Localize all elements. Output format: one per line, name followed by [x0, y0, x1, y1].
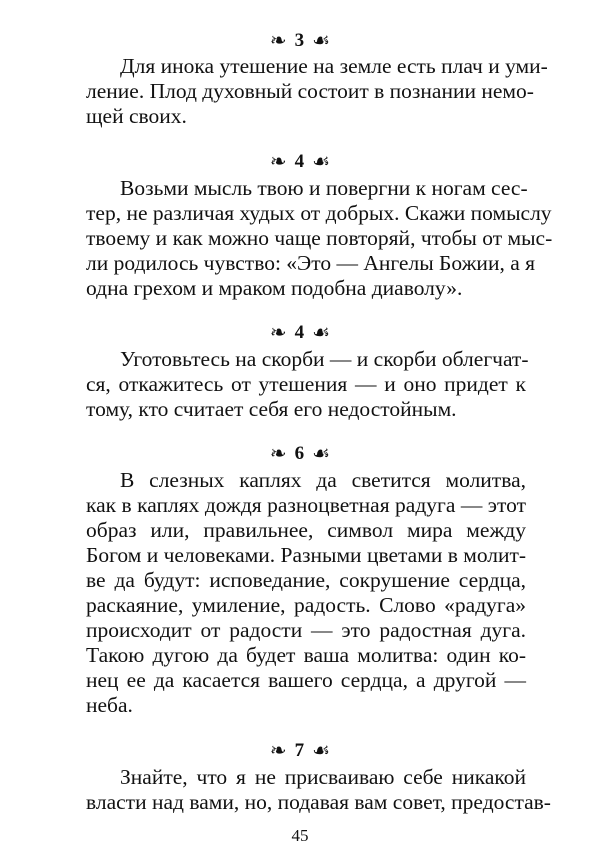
- text-line: раскаяние, умиление, радость. Слово «радуга»: [86, 593, 526, 617]
- ornament-right-icon: ☙: [312, 321, 331, 344]
- section-heading: [0, 321, 600, 343]
- page-number: 45: [291, 826, 309, 845]
- ornament-left-icon: ❧: [269, 29, 287, 52]
- section-heading: [0, 150, 600, 172]
- text-line: ся, откажитесь от утешения — и оно придет к: [86, 372, 526, 396]
- text-line: твоему и как можно чаще повторяй, чтобы от мыс-: [86, 226, 553, 250]
- section-heading: [0, 739, 600, 761]
- text-line: тому, кто считает себя его недостойным.: [86, 397, 457, 421]
- section-number: 6: [294, 442, 305, 464]
- text-line: Такою дугою да будет ваша молитва: один ко-: [86, 643, 526, 667]
- text-line: как в каплях дождя разноцветная радуга — этот: [86, 493, 526, 517]
- text-line: Возьми мысль твою и повергни к ногам сес-: [120, 176, 528, 200]
- ornament-left-icon: ❧: [269, 442, 287, 465]
- text-line: ление. Плод духовный состоит в познании немо-: [86, 79, 534, 103]
- text-line: одна грехом и мраком подобна диаволу».: [86, 276, 463, 300]
- text-line: власти над вами, но, подавая вам совет, предостав-: [86, 790, 551, 814]
- ornament-left-icon: ❧: [269, 150, 287, 173]
- ornament-left-icon: ❧: [269, 739, 287, 762]
- text-line: Богом и человеками. Разными цветами в молит-: [86, 543, 527, 567]
- section-heading: [0, 442, 600, 464]
- section-number: 4: [294, 150, 305, 172]
- text-line: Уготовьтесь на скорби — и скорби облегчат-: [120, 347, 529, 371]
- ornament-right-icon: ☙: [312, 29, 331, 52]
- text-line: Для инока утешение на земле есть плач и уми-: [120, 54, 548, 78]
- text-line: щей своих.: [86, 104, 187, 128]
- section-number: 7: [294, 739, 305, 761]
- text-line: ве да будут: исповедание, сокрушение сердца,: [86, 568, 526, 592]
- text-line: неба.: [86, 693, 133, 717]
- ornament-right-icon: ☙: [312, 150, 331, 173]
- section-number: 4: [294, 321, 305, 343]
- ornament-left-icon: ❧: [269, 321, 287, 344]
- text-line: тер, не различая худых от добрых. Скажи помыслу: [86, 201, 552, 225]
- text-line: происходит от радости — это радостная дуга.: [86, 618, 526, 642]
- text-line: образ или, правильнее, символ мира между: [86, 518, 526, 542]
- text-line: В слезных каплях да светится молитва,: [120, 468, 526, 492]
- text-line: нец ее да касается вашего сердца, а другой —: [86, 668, 526, 692]
- text-line: ли родилось чувство: «Это — Ангелы Божии, а я: [86, 251, 536, 275]
- ornament-right-icon: ☙: [312, 739, 331, 762]
- text-line: Знайте, что я не присваиваю себе никакой: [120, 765, 526, 789]
- section-heading: [0, 29, 600, 51]
- section-number: 3: [294, 29, 305, 51]
- ornament-right-icon: ☙: [312, 442, 331, 465]
